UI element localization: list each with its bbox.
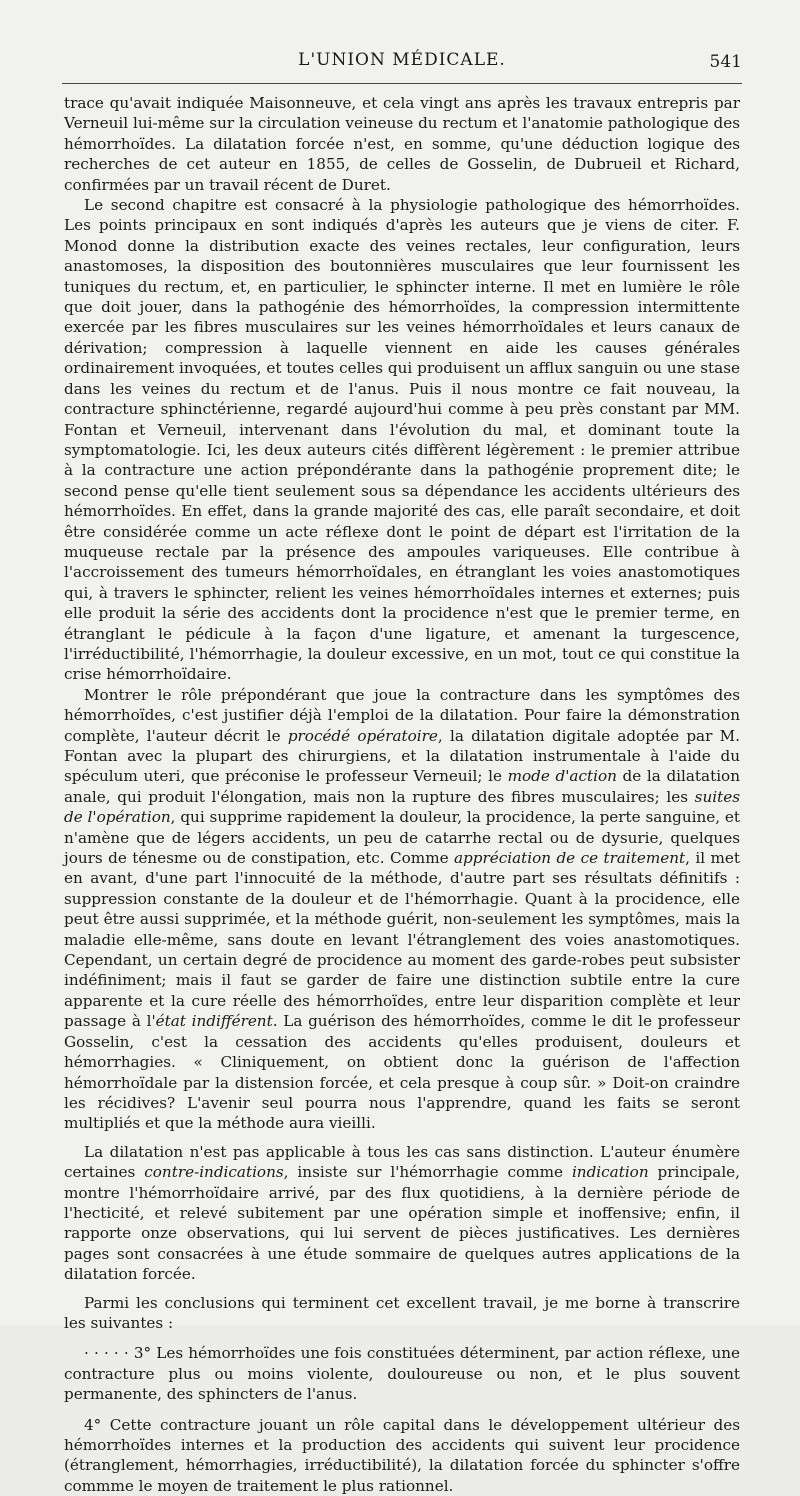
- text-run: de la dilatation anale, qui produit l'élongation, mais non la rupture des fibres musculaires; les: [64, 767, 740, 806]
- text-run: , la dilatation digitale adoptée par M. Fontan avec la plupart des chirurgiens, et la dilatation instrumentale à l'aide du spéculum uteri, que préconise le professeur Verneuil; le: [64, 726, 740, 786]
- italic-term: contre-indications: [144, 1163, 284, 1182]
- page-number: 541: [709, 52, 742, 72]
- text-run: Parmi les conclusions qui terminent cet excellent travail, je me borne à transcrire les suivantes :: [64, 1293, 740, 1332]
- text-run: trace qu'avait indiquée Maisonneuve, et cela vingt ans après les travaux entrepris par Verneuil lui-même sur la circulation veineuse du rectum et l'anatomie pathologique des hémorrhoïdes. La dilatation forcée n'est, en somme, qu'une déduction logique des recherches de cet auteur en 1855, de celles de Gosselin, de Dubrueil et Richard, confirmées par un travail récent de Duret.: [64, 94, 740, 194]
- italic-term: suites de l'opération: [64, 787, 740, 827]
- paragraph-contracture-role: [64, 685, 740, 1134]
- text-run: . La guérison des hémorrhoïdes, comme le dit le professeur Gosselin, c'est la cessation des accidents qu'elles produisent, douleurs et hémorrhagies. « Cliniquement, on obtient donc la guérison de l'affection hémorrhoïdale par la distension forcée, et cela presque à coup sûr. » Doit-on craindre les récidives? L'avenir seul pourra nous l'apprendre, quand les faits se seront multipliés et que la méthode aura vieilli.: [64, 1012, 740, 1133]
- text-run: principale, montre l'hémorrhoïdaire arrivé, par des flux quotidiens, à la dernière période de l'hecticité, et relevé subitement par une opération simple et inoffensive; enfin, il rapporte onze observations, qui lui servent de pièces justificatives. Les dernières pages sont consacrées à une étude sommaire de quelques autres applications de la dilatation forcée.: [64, 1163, 740, 1284]
- conclusion-item-3: [64, 1343, 740, 1404]
- header-rule: [62, 83, 742, 84]
- text-run: · · · · · 3° Les hémorrhoïdes une fois constituées déterminent, par action réflexe, une contracture plus ou moins violente, douloureuse ou non, et le plus souvent permanente, des sphincters de l'anus.: [64, 1344, 740, 1404]
- text-run: La dilatation n'est pas applicable à tous les cas sans distinction. L'auteur énumère certaines: [64, 1142, 740, 1182]
- running-title: L'UNION MÉDICALE.: [298, 50, 506, 70]
- conclusion-item-4: [64, 1415, 740, 1496]
- article-body: [64, 93, 740, 1496]
- text-run: , il met en avant, d'une part l'innocuité de la méthode, d'autre part ses résultats définitifs : suppression constante de la douleur et de l'hémorrhagie. Quant à la procidence, elle peut être aussi supprimée, et la méthode guérit, non-seulement les symptômes, mais la maladie elle-même, sans doute en levant l'étranglement des voies anastomotiques. Cependant, un certain degré de procidence au moment des garde-robes peut subsister indéfiniment; mais il faut se garder de faire une distinction subtile entre la cure apparente et la cure réelle des hémorrhoïdes, entre leur disparition complète et leur passage à l': [64, 849, 740, 1031]
- text-run: Montrer le rôle prépondérant que joue la contracture dans les symptômes des hémorrhoïdes, c'est justifier déjà l'emploi de la dilatation. Pour faire la démonstration complète, l'auteur décrit le: [64, 685, 740, 745]
- page-header: [62, 50, 742, 82]
- italic-term: indication: [571, 1163, 649, 1182]
- text-run: Le second chapitre est consacré à la physiologie pathologique des hémorrhoïdes. Les points principaux en sont indiqués d'après les auteurs que je viens de citer. F. Monod donne la distribution exacte des veines rectales, leur configuration, leurs anastomoses, la disposition des boutonnières musculaires que leur fournissent les tuniques du rectum, et, en particulier, le sphincter interne. Il met en lumière le rôle que doit jouer, dans la pathogénie des hémorrhoïdes, la compression intermittente exercée par les fibres musculaires sur les veines hémorrhoïdales et leurs canaux de dérivation; compression à laquelle viennent en aide les causes générales ordinairement invoquées, et toutes celles qui produisent un afflux sanguin ou une stase dans les veines du rectum et de l'anus. Puis il nous montre ce fait nouveau, la contracture sphinctérienne, regardé aujourd'hui comme à peu près constant par MM. Fontan et Verneuil, intervenant dans l'évolution du mal, et dominant toute la symptomatologie. Ici, les deux auteurs cités diffèrent légèrement : le premier attribue à la contracture une action prépondérante dans la pathogénie proprement dite; le second pense qu'elle tient seulement sous sa dépendance les accidents ultérieurs des hémorrhoïdes. En effet, dans la grande majorité des cas, elle paraît secondaire, et doit être considérée comme un acte réflexe dont le point de départ est l'irritation de la muqueuse rectale par la présence des ampoules variqueuses. Elle contribue à l'accroissement des tumeurs hémorrhoïdales, en étranglant les voies anastomotiques qui, à travers le sphincter, relient les veines hémorrhoïdales internes et externes; puis elle produit la série des accidents dont la procidence n'est que le premier terme, en étranglant le pédicule à la façon d'une ligature, et amenant la turgescence, l'irréductibilité, l'hémorrhagie, la douleur excessive, en un mot, tout ce qui constitue la crise hémorrhoïdaire.: [64, 196, 740, 684]
- text-run: , insiste sur l'hémorrhagie comme: [283, 1163, 572, 1182]
- paragraph-indications: [64, 1142, 740, 1285]
- paragraph-conclusions-intro: [64, 1293, 740, 1334]
- italic-term: état indifférent: [155, 1012, 273, 1031]
- paragraph-second-chapter: [64, 195, 740, 685]
- italic-term: procédé opératoire: [287, 726, 438, 745]
- text-run: 4° Cette contracture jouant un rôle capital dans le développement ultérieur des hémorrhoïdes internes et la production des accidents qui suivent leur procidence (étranglement, hémorrhagies, irréductibilité), la dilatation forcée du sphincter s'offre commme le moyen de traitement le plus rationnel.: [64, 1415, 740, 1495]
- text-run: , qui supprime rapidement la douleur, la procidence, la perte sanguine, et n'amène que de légers accidents, un peu de catarrhe rectal ou de dysurie, quelques jours de ténesme ou de constipation, etc. Comme: [64, 808, 741, 868]
- italic-term: mode d'action: [507, 767, 617, 786]
- paragraph-continuation: [64, 93, 740, 195]
- italic-term: appréciation de ce traitement: [454, 849, 686, 868]
